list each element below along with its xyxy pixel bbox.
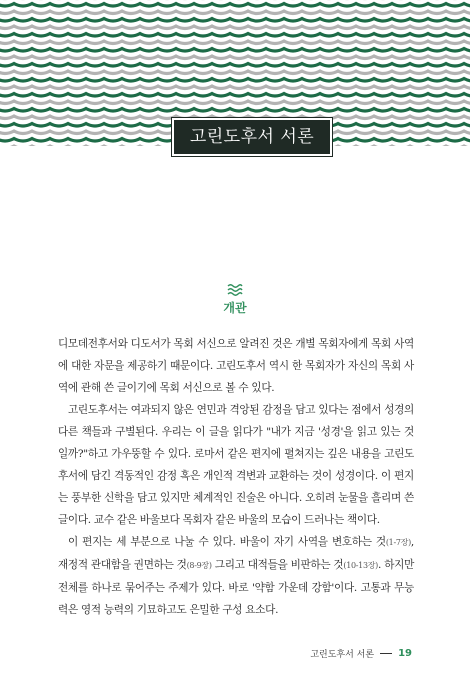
wave-stripe	[0, 11, 470, 14]
body-text	[58, 333, 414, 621]
triple-wave-ornament-icon	[227, 283, 243, 297]
wave-stripe	[0, 19, 470, 22]
paragraph-text: 이 편지는 세 부분으로 나눌 수 있다. 바울이 자기 사역을 변호하는 것	[68, 536, 386, 548]
paragraph-text: 고린도후서는 여과되지 않은 연민과 격앙된 감정을 담고 있다는 점에서 성경의 다른 책들과 구별된다. 우리는 이 글을 읽다가 "내가 지금 '성경'을 읽고 있는 것일까?"하고 가우뚱할 수 있다. 로마서 같은 편지에 펼쳐지는 깊은 내용을 고린도후서에 담긴 격동적인 감정 혹은 개인적 격변과 교환하는 것이 성경이다. 이 편지는 풍부한 신학을 담고 있지만 체계적인 진술은 아니다. 오히려 눈물을 흘리며 쓴 글이다. 교수 같은 바울보다 목회자 같은 바울의 모습이 드러나는 책이다.	[58, 404, 414, 526]
wave-stripe	[0, 94, 470, 97]
chapter-reference: (1-7장)	[385, 538, 411, 547]
chapter-title: 고린도후서 서론	[172, 118, 332, 156]
paragraph-text: 디모데전후서와 디도서가 목회 서신으로 알려진 것은 개별 목회자에게 목회 사역에 대한 자문을 제공하기 때문이다. 고린도후서 역시 한 목회자가 자신의 목회 사역에 관해 쓴 글이기에 목회 서신으로 볼 수 있다.	[58, 338, 414, 394]
paragraph	[58, 333, 414, 399]
page-footer	[310, 647, 412, 660]
wave-stripe	[0, 71, 470, 74]
paragraph-text: 그리고 대적들을 비판하는 것	[211, 559, 344, 571]
paragraph-text: . 하지만 전체를 하나로 묶어주는 주제가 있다. 바로 '약함 가운데 강함'이다. 고통과 무능력은 영적 능력의 기묘하고도 은밀한 구성 요소다.	[58, 559, 415, 616]
paragraph-text: , 재정적 관대함을 권면하는 것	[58, 536, 414, 571]
wave-stripe	[0, 49, 470, 52]
wave-stripe	[0, 41, 470, 44]
wave-stripe	[0, 101, 470, 104]
wave-stripe	[0, 64, 470, 67]
wave-stripe	[0, 4, 470, 7]
wave-stripe	[0, 79, 470, 82]
wave-stripe	[0, 109, 470, 112]
running-title: 고린도후서 서론	[310, 650, 375, 660]
wave-stripe	[0, 34, 470, 37]
wave-stripe	[0, 26, 470, 29]
wave-stripe	[0, 86, 470, 89]
chapter-reference: (8-9장)	[186, 561, 212, 570]
paragraph	[58, 399, 414, 531]
section-heading: 개관	[223, 301, 247, 315]
chapter-reference: (10-13장)	[343, 561, 379, 570]
wave-stripe	[0, 56, 470, 59]
page-number: 19	[398, 648, 412, 659]
paragraph	[58, 531, 414, 621]
footer-separator	[380, 653, 392, 654]
